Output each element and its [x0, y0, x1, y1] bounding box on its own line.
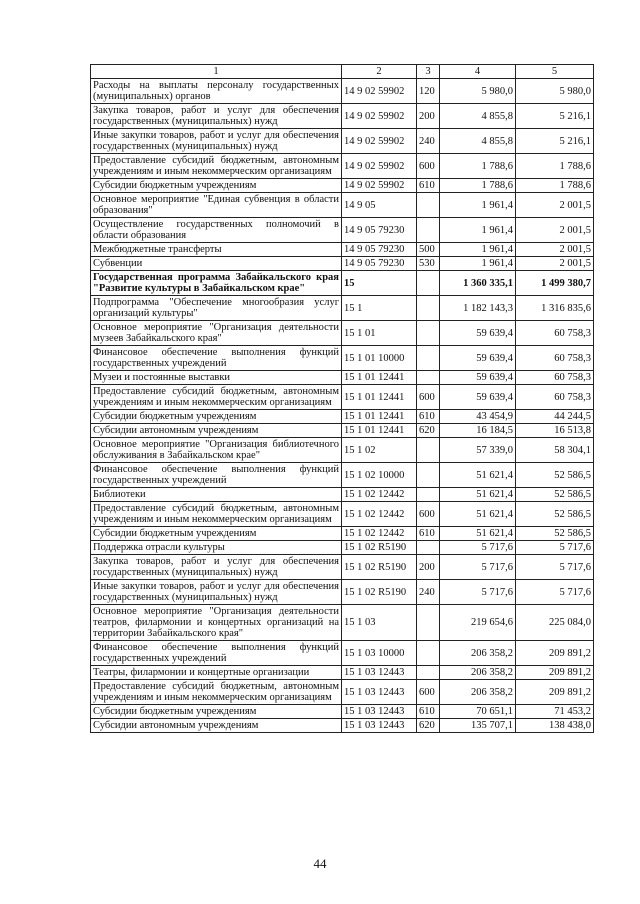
cell-code: 15: [342, 271, 417, 296]
cell-name: Поддержка отрасли культуры: [91, 541, 342, 555]
cell-name: Предоставление субсидий бюджетным, автономным учреждениям и иным некоммерческим организациям: [91, 154, 342, 179]
cell-vr: 240: [417, 580, 440, 605]
cell-code: 14 9 05 79230: [342, 243, 417, 257]
cell-vr: [417, 321, 440, 346]
cell-vr: 620: [417, 424, 440, 438]
cell-code: 15 1 02 12442: [342, 502, 417, 527]
cell-v1: 1 961,4: [440, 257, 516, 271]
cell-name: Подпрограмма "Обеспечение многообразия услуг организаций культуры": [91, 296, 342, 321]
cell-v1: 51 621,4: [440, 488, 516, 502]
table-row: [91, 257, 594, 271]
cell-vr: 120: [417, 79, 440, 104]
cell-v1: 57 339,0: [440, 438, 516, 463]
cell-vr: [417, 218, 440, 243]
cell-v2: 209 891,2: [516, 641, 594, 666]
cell-v2: 5 717,6: [516, 541, 594, 555]
cell-name: Закупка товаров, работ и услуг для обеспечения государственных (муниципальных) нужд: [91, 555, 342, 580]
cell-v2: 209 891,2: [516, 680, 594, 705]
cell-v2: 60 758,3: [516, 321, 594, 346]
cell-vr: 200: [417, 555, 440, 580]
table-row: [91, 605, 594, 641]
cell-v2: 1 788,6: [516, 179, 594, 193]
cell-v1: 1 182 143,3: [440, 296, 516, 321]
table-row: [91, 463, 594, 488]
table-row: [91, 705, 594, 719]
cell-v2: 225 084,0: [516, 605, 594, 641]
cell-vr: 610: [417, 527, 440, 541]
cell-v1: 1 788,6: [440, 179, 516, 193]
cell-vr: [417, 193, 440, 218]
cell-code: 15 1 02 10000: [342, 463, 417, 488]
table-row: [91, 541, 594, 555]
cell-code: 14 9 02 59902: [342, 129, 417, 154]
cell-v2: 5 216,1: [516, 129, 594, 154]
table-row: [91, 488, 594, 502]
cell-name: Предоставление субсидий бюджетным, автономным учреждениям и иным некоммерческим организациям: [91, 385, 342, 410]
cell-v1: 206 358,2: [440, 641, 516, 666]
table-row: [91, 179, 594, 193]
cell-v1: 1 961,4: [440, 218, 516, 243]
table-row: [91, 371, 594, 385]
header-row: [91, 65, 594, 79]
budget-table-sheet: [90, 64, 593, 733]
cell-name: Предоставление субсидий бюджетным, автономным учреждениям и иным некоммерческим организациям: [91, 680, 342, 705]
cell-name: Субсидии бюджетным учреждениям: [91, 705, 342, 719]
cell-v1: 5 717,6: [440, 580, 516, 605]
cell-v1: 4 855,8: [440, 129, 516, 154]
cell-vr: 500: [417, 243, 440, 257]
cell-vr: 600: [417, 680, 440, 705]
cell-code: 15 1: [342, 296, 417, 321]
cell-vr: 610: [417, 705, 440, 719]
cell-name: Иные закупки товаров, работ и услуг для обеспечения государственных (муниципальных) нужд: [91, 580, 342, 605]
cell-name: Финансовое обеспечение выполнения функций государственных учреждений: [91, 463, 342, 488]
cell-name: Основное мероприятие "Организация деятельности музеев Забайкальского края": [91, 321, 342, 346]
cell-code: 15 1 03 12443: [342, 680, 417, 705]
cell-v2: 71 453,2: [516, 705, 594, 719]
table-row: [91, 502, 594, 527]
cell-name: Государственная программа Забайкальского края "Развитие культуры в Забайкальском крае": [91, 271, 342, 296]
cell-vr: 200: [417, 104, 440, 129]
cell-name: Основное мероприятие "Организация библиотечного обслуживания в Забайкальском крае": [91, 438, 342, 463]
cell-name: Финансовое обеспечение выполнения функций государственных учреждений: [91, 346, 342, 371]
cell-name: Расходы на выплаты персоналу государственных (муниципальных) органов: [91, 79, 342, 104]
table-row: [91, 243, 594, 257]
cell-vr: [417, 666, 440, 680]
cell-code: 15 1 03 12443: [342, 719, 417, 733]
cell-v2: 52 586,5: [516, 502, 594, 527]
cell-vr: [417, 541, 440, 555]
cell-code: 14 9 02 59902: [342, 179, 417, 193]
table-row: [91, 424, 594, 438]
table-row: [91, 129, 594, 154]
cell-code: 14 9 05: [342, 193, 417, 218]
cell-code: 15 1 03 12443: [342, 705, 417, 719]
cell-v1: 1 360 335,1: [440, 271, 516, 296]
table-row: [91, 719, 594, 733]
cell-v1: 51 621,4: [440, 527, 516, 541]
cell-code: 14 9 05 79230: [342, 218, 417, 243]
cell-name: Субвенции: [91, 257, 342, 271]
cell-v2: 5 980,0: [516, 79, 594, 104]
table-row: [91, 580, 594, 605]
cell-code: 15 1 03 10000: [342, 641, 417, 666]
cell-v2: 2 001,5: [516, 257, 594, 271]
cell-name: Осуществление государственных полномочий в области образования: [91, 218, 342, 243]
cell-v2: 16 513,8: [516, 424, 594, 438]
cell-name: Основное мероприятие "Единая субвенция в области образования": [91, 193, 342, 218]
cell-vr: [417, 641, 440, 666]
cell-vr: 620: [417, 719, 440, 733]
cell-v2: 1 316 835,6: [516, 296, 594, 321]
cell-v2: 5 717,6: [516, 555, 594, 580]
cell-vr: 600: [417, 385, 440, 410]
table-row: [91, 296, 594, 321]
cell-code: 14 9 05 79230: [342, 257, 417, 271]
cell-name: Субсидии бюджетным учреждениям: [91, 527, 342, 541]
cell-v1: 4 855,8: [440, 104, 516, 129]
cell-v1: 135 707,1: [440, 719, 516, 733]
cell-v2: 2 001,5: [516, 193, 594, 218]
table-body: [91, 79, 594, 733]
header-cell: 2: [342, 65, 417, 79]
header-cell: 3: [417, 65, 440, 79]
cell-v2: 2 001,5: [516, 243, 594, 257]
cell-code: 15 1 01 12441: [342, 385, 417, 410]
cell-v1: 1 961,4: [440, 193, 516, 218]
cell-v1: 206 358,2: [440, 680, 516, 705]
cell-v2: 52 586,5: [516, 463, 594, 488]
cell-name: Финансовое обеспечение выполнения функций государственных учреждений: [91, 641, 342, 666]
table-row: [91, 104, 594, 129]
cell-v1: 59 639,4: [440, 385, 516, 410]
cell-name: Субсидии бюджетным учреждениям: [91, 179, 342, 193]
cell-vr: [417, 438, 440, 463]
cell-v1: 59 639,4: [440, 371, 516, 385]
cell-code: 15 1 02 12442: [342, 488, 417, 502]
cell-name: Театры, филармонии и концертные организации: [91, 666, 342, 680]
cell-v1: 70 651,1: [440, 705, 516, 719]
cell-v2: 52 586,5: [516, 488, 594, 502]
cell-v1: 1 961,4: [440, 243, 516, 257]
table-row: [91, 271, 594, 296]
budget-table: [90, 64, 594, 733]
cell-vr: [417, 488, 440, 502]
cell-vr: 600: [417, 154, 440, 179]
table-row: [91, 438, 594, 463]
cell-v2: 60 758,3: [516, 371, 594, 385]
cell-v2: 60 758,3: [516, 346, 594, 371]
cell-name: Библиотеки: [91, 488, 342, 502]
page-number: 44: [313, 856, 327, 871]
cell-code: 15 1 01 10000: [342, 346, 417, 371]
cell-v2: 2 001,5: [516, 218, 594, 243]
cell-code: 15 1 01 12441: [342, 424, 417, 438]
table-row: [91, 666, 594, 680]
cell-v2: 44 244,5: [516, 410, 594, 424]
cell-vr: 610: [417, 410, 440, 424]
cell-code: 14 9 02 59902: [342, 154, 417, 179]
cell-vr: [417, 346, 440, 371]
table-row: [91, 218, 594, 243]
cell-v2: 1 788,6: [516, 154, 594, 179]
cell-vr: 600: [417, 502, 440, 527]
header-cell: 1: [91, 65, 342, 79]
cell-vr: 240: [417, 129, 440, 154]
cell-v2: 1 499 380,7: [516, 271, 594, 296]
cell-v1: 5 980,0: [440, 79, 516, 104]
cell-vr: 610: [417, 179, 440, 193]
cell-name: Субсидии автономным учреждениям: [91, 719, 342, 733]
cell-v1: 5 717,6: [440, 541, 516, 555]
table-row: [91, 680, 594, 705]
cell-v1: 43 454,9: [440, 410, 516, 424]
cell-code: 15 1 01 12441: [342, 410, 417, 424]
cell-vr: [417, 296, 440, 321]
cell-vr: [417, 463, 440, 488]
cell-code: 15 1 01: [342, 321, 417, 346]
cell-name: Субсидии бюджетным учреждениям: [91, 410, 342, 424]
table-row: [91, 641, 594, 666]
cell-code: 15 1 03: [342, 605, 417, 641]
cell-code: 15 1 03 12443: [342, 666, 417, 680]
cell-v1: 51 621,4: [440, 502, 516, 527]
cell-vr: [417, 271, 440, 296]
cell-code: 15 1 02 R5190: [342, 555, 417, 580]
table-row: [91, 79, 594, 104]
cell-v1: 5 717,6: [440, 555, 516, 580]
cell-v1: 59 639,4: [440, 321, 516, 346]
cell-code: 15 1 01 12441: [342, 371, 417, 385]
table-row: [91, 410, 594, 424]
cell-v2: 138 438,0: [516, 719, 594, 733]
table-row: [91, 193, 594, 218]
cell-code: 15 1 02: [342, 438, 417, 463]
cell-v2: 209 891,2: [516, 666, 594, 680]
cell-name: Музеи и постоянные выставки: [91, 371, 342, 385]
cell-vr: [417, 605, 440, 641]
cell-name: Субсидии автономным учреждениям: [91, 424, 342, 438]
cell-v2: 60 758,3: [516, 385, 594, 410]
cell-v1: 59 639,4: [440, 346, 516, 371]
table-row: [91, 527, 594, 541]
table-row: [91, 346, 594, 371]
table-row: [91, 154, 594, 179]
header-cell: 4: [440, 65, 516, 79]
cell-code: 15 1 02 12442: [342, 527, 417, 541]
cell-v1: 206 358,2: [440, 666, 516, 680]
cell-v2: 58 304,1: [516, 438, 594, 463]
cell-name: Закупка товаров, работ и услуг для обеспечения государственных (муниципальных) нужд: [91, 104, 342, 129]
cell-vr: 530: [417, 257, 440, 271]
cell-v2: 5 717,6: [516, 580, 594, 605]
cell-v2: 5 216,1: [516, 104, 594, 129]
cell-code: 15 1 02 R5190: [342, 580, 417, 605]
cell-vr: [417, 371, 440, 385]
table-row: [91, 321, 594, 346]
cell-v1: 51 621,4: [440, 463, 516, 488]
cell-name: Иные закупки товаров, работ и услуг для обеспечения государственных (муниципальных) нужд: [91, 129, 342, 154]
table-row: [91, 385, 594, 410]
cell-v2: 52 586,5: [516, 527, 594, 541]
cell-name: Основное мероприятие "Организация деятельности театров, филармонии и концертных организаций на территории Забайкальского края": [91, 605, 342, 641]
cell-code: 14 9 02 59902: [342, 104, 417, 129]
cell-v1: 16 184,5: [440, 424, 516, 438]
cell-name: Предоставление субсидий бюджетным, автономным учреждениям и иным некоммерческим организациям: [91, 502, 342, 527]
cell-v1: 219 654,6: [440, 605, 516, 641]
table-row: [91, 555, 594, 580]
cell-code: 15 1 02 R5190: [342, 541, 417, 555]
cell-code: 14 9 02 59902: [342, 79, 417, 104]
cell-name: Межбюджетные трансферты: [91, 243, 342, 257]
header-cell: 5: [516, 65, 594, 79]
cell-v1: 1 788,6: [440, 154, 516, 179]
